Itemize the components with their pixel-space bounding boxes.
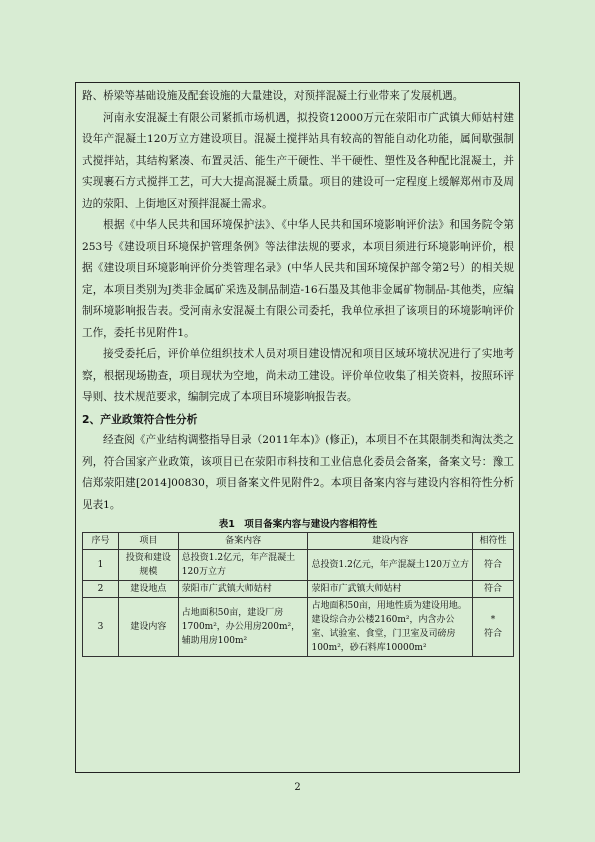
header-index: 序号 bbox=[83, 533, 119, 550]
paragraph-continuation: 路、桥梁等基础设施及配套设施的大量建设，对预拌混凝土行业带来了发展机遇。 bbox=[82, 90, 464, 102]
table-row bbox=[83, 550, 514, 581]
table-header-row bbox=[83, 533, 514, 550]
header-construction-content: 建设内容 bbox=[308, 533, 473, 550]
cell-index: 3 bbox=[83, 598, 119, 657]
cell-filed: 总投资1.2亿元，年产混凝土120万立方 bbox=[178, 550, 308, 581]
compliance-table bbox=[82, 532, 514, 657]
cell-item: 建设地点 bbox=[118, 581, 178, 598]
cell-item: 投资和建设规模 bbox=[118, 550, 178, 581]
document-body bbox=[82, 86, 514, 657]
paragraph-legal-basis: 根据《中华人民共和国环境保护法》、《中华人民共和国环境影响评价法》和国务院令第253号《建设项目环境保护管理条例》等法律法规的要求，本项目须进行环境影响评价，根据《建设项目环境影响评价分类管理名录》(中华人民共和国环境保护部令第2号）的相关规定，本项目类别为J类非金属矿采选及制品制造-16石墨及其他非金属矿物制品-其他类，应编制环境影响报告表。受河南永安混凝土有限公司委托，我单位承担了该项目的环境影响评价工作，委托书见附件1。 bbox=[82, 219, 514, 339]
cell-construction: 占地面积50亩，用地性质为建设用地。建设综合办公楼2160m²，内含办公室、试验室、食堂，门卫室及司磅房100m²，砂石料库10000m² bbox=[308, 598, 473, 657]
header-filed-content: 备案内容 bbox=[178, 533, 308, 550]
paragraph-project-intro: 河南永安混凝土有限公司紧抓市场机遇，拟投资12000万元在荥阳市广武镇大师姑村建设年产混凝土120万立方建设项目。混凝土搅拌站具有较高的智能自动化功能，属间歇强制式搅拌站，其结构紧凑、布置灵活、能生产干硬性、半干硬性、塑性及各种配比混凝土，并实现裹石方式搅拌工艺，可大大提高混凝土质量。项目的建设可一定程度上缓解郑州市及周边的荥阳、上街地区对预拌混凝土需求。 bbox=[82, 111, 514, 210]
cell-conformity: 符合 bbox=[473, 581, 514, 598]
header-item: 项目 bbox=[118, 533, 178, 550]
cell-filed: 荥阳市广武镇大师姑村 bbox=[178, 581, 308, 598]
table-caption: 表1 项目备案内容与建设内容相符性 bbox=[218, 519, 378, 530]
table-row bbox=[83, 581, 514, 598]
paragraph-survey: 接受委托后，评价单位组织技术人员对项目建设情况和项目区域环境状况进行了实地考察，根据现场勘查，项目现状为空地，尚未动工建设。评价单位收集了相关资料，按照环评导则、技术规范要求，编制完成了本项目环境影响报告表。 bbox=[82, 348, 514, 403]
header-conformity: 相符性 bbox=[473, 533, 514, 550]
cell-conformity bbox=[473, 598, 514, 657]
cell-conformity: 符合 bbox=[473, 550, 514, 581]
cell-filed: 占地面积50亩，建设厂房1700m²，办公用房200m²，辅助用房100m² bbox=[178, 598, 308, 657]
section-heading: 2、产业政策符合性分析 bbox=[82, 412, 198, 426]
cell-item: 建设内容 bbox=[118, 598, 178, 657]
table-row bbox=[83, 598, 514, 657]
cell-construction: 荥阳市广武镇大师姑村 bbox=[308, 581, 473, 598]
star-mark: * bbox=[490, 615, 496, 625]
cell-index: 1 bbox=[83, 550, 119, 581]
cell-index: 2 bbox=[83, 581, 119, 598]
conformity-text: 符合 bbox=[484, 629, 503, 639]
page-number: 2 bbox=[294, 782, 301, 793]
cell-construction: 总投资1.2亿元，年产混凝土120万立方 bbox=[308, 550, 473, 581]
paragraph-policy: 经查阅《产业结构调整指导目录（2011年本)》(修正)，本项目不在其限制类和淘汰类之列，符合国家产业政策，该项目已在荥阳市科技和工业信息化委员会备案，备案文号：豫工信郑荥阳建[2014]00830，项目备案文件见附件2。本项目备案内容与建设内容相符性分析见表1。 bbox=[82, 434, 514, 511]
